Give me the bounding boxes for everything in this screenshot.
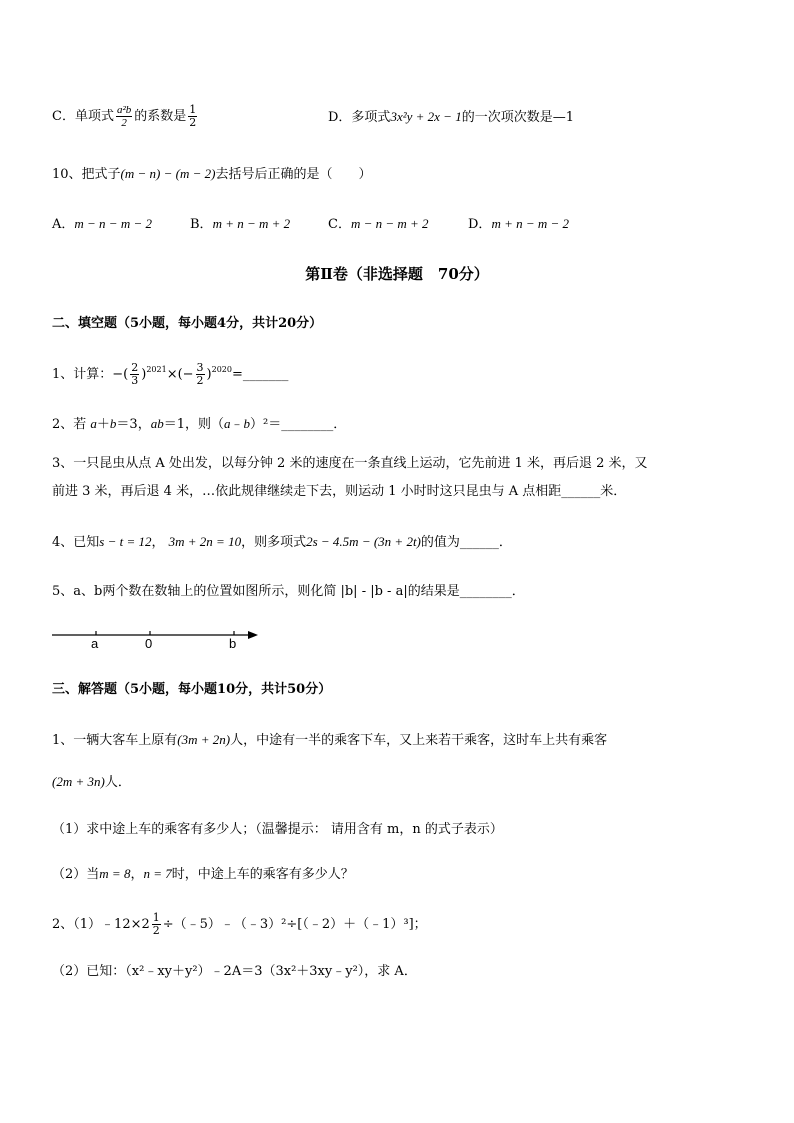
q9-c-prefix: C．单项式: [52, 109, 114, 124]
part2-title: 第Ⅱ卷（非选择题 70分）: [305, 265, 489, 283]
section2-title: 二、填空题（5小题，每小题4分，共计20分）: [52, 316, 323, 331]
axis-label-a: a: [91, 636, 99, 651]
s2-q3-line2: 前进 3 米，再后退 4 米，…依此规律继续走下去，则运动 1 小时时这只昆虫与 A 点相距______米．: [52, 484, 627, 499]
q9-d-suffix: 的一次项次数是—1: [461, 110, 574, 125]
number-line: [50, 628, 270, 658]
s3-q2-mixed-frac: $\frac{1}{2}$: [152, 911, 160, 937]
q10-option-b: B．m + n − m + 2: [190, 216, 291, 232]
q10-option-c: C．m − n − m + 2: [328, 216, 429, 232]
section3-title: 三、解答题（5小题，每小题10分，共计50分）: [52, 682, 332, 697]
s3-q2-line1: 2、（1）﹣12×2 $\frac{1}{2}$ ÷（﹣5）﹣（﹣3）²÷[（﹣2）＋（﹣1）³]；: [52, 911, 427, 937]
s3-q2-line2: （2）已知：（x²﹣xy＋y²）﹣2A＝3（3x²＋3xy﹣y²），求 A．: [52, 964, 417, 979]
number-line-axis: [50, 628, 270, 642]
s2-q1-frac2: $\frac{3}{2}$: [196, 361, 204, 387]
s3-q1-line2: (2m + 3n)人．: [52, 774, 131, 790]
s2-q2: 2、若 a＋b＝3，ab＝1，则（a﹣b）²＝________．: [52, 416, 347, 432]
q9-c-fraction: $\frac{\text{a²b}}{2}$: [116, 104, 132, 129]
s3-q1-line1: 1、一辆大客车上原有(3m + 2n)人，中途有一半的乘客下车，又上来若干乘客，这时车上共有乘客: [52, 732, 608, 748]
s2-q1: 1、计算：−( $\frac{2}{3}$ )$^{2021}$×(− $\frac{3}{2}$ )$^{2020}$=_______: [52, 361, 289, 387]
q10-option-d: D．m + n − m − 2: [468, 216, 570, 232]
s2-q4: 4、已知s − t = 12， 3m + 2n = 10，则多项式2s − 4.5m − (3n + 2t)的值为______．: [52, 534, 512, 550]
s2-q1-frac1: $\frac{2}{3}$: [131, 361, 139, 387]
q10-option-a: A．m − n − m − 2: [52, 216, 152, 232]
s3-q1-sub2: （2）当m = 8，n = 7时，中途上车的乘客有多少人？: [52, 866, 354, 882]
q9-d-expr: 3x²y + 2x − 1: [390, 109, 462, 124]
s3-q1-sub1: （1）求中途上车的乘客有多少人；（温馨提示： 请用含有 m，n 的式子表示）: [52, 822, 503, 837]
q10-stem: 10、把式子(m − n) − (m − 2)去括号后正确的是（ ）: [52, 166, 372, 182]
s2-q5: 5、a、b两个数在数轴上的位置如图所示，则化简 |b| - |b - a|的结果是________．: [52, 584, 525, 599]
q9-c-mid: 的系数是: [134, 109, 187, 124]
q9-option-d: [328, 107, 574, 128]
q9-c-value: $\frac{1}{2}$: [189, 103, 197, 129]
axis-label-b: b: [229, 636, 237, 651]
s2-q3-line1: 3、一只昆虫从点 A 处出发，以每分钟 2 米的速度在一条直线上运动，它先前进 1 米，再后退 2 米，又: [52, 456, 648, 471]
axis-label-0: 0: [145, 636, 153, 651]
q9-d-prefix: D．多项式: [328, 110, 391, 125]
q10-expr: (m − n) − (m − 2): [120, 166, 216, 181]
q9-option-c: [52, 104, 199, 129]
